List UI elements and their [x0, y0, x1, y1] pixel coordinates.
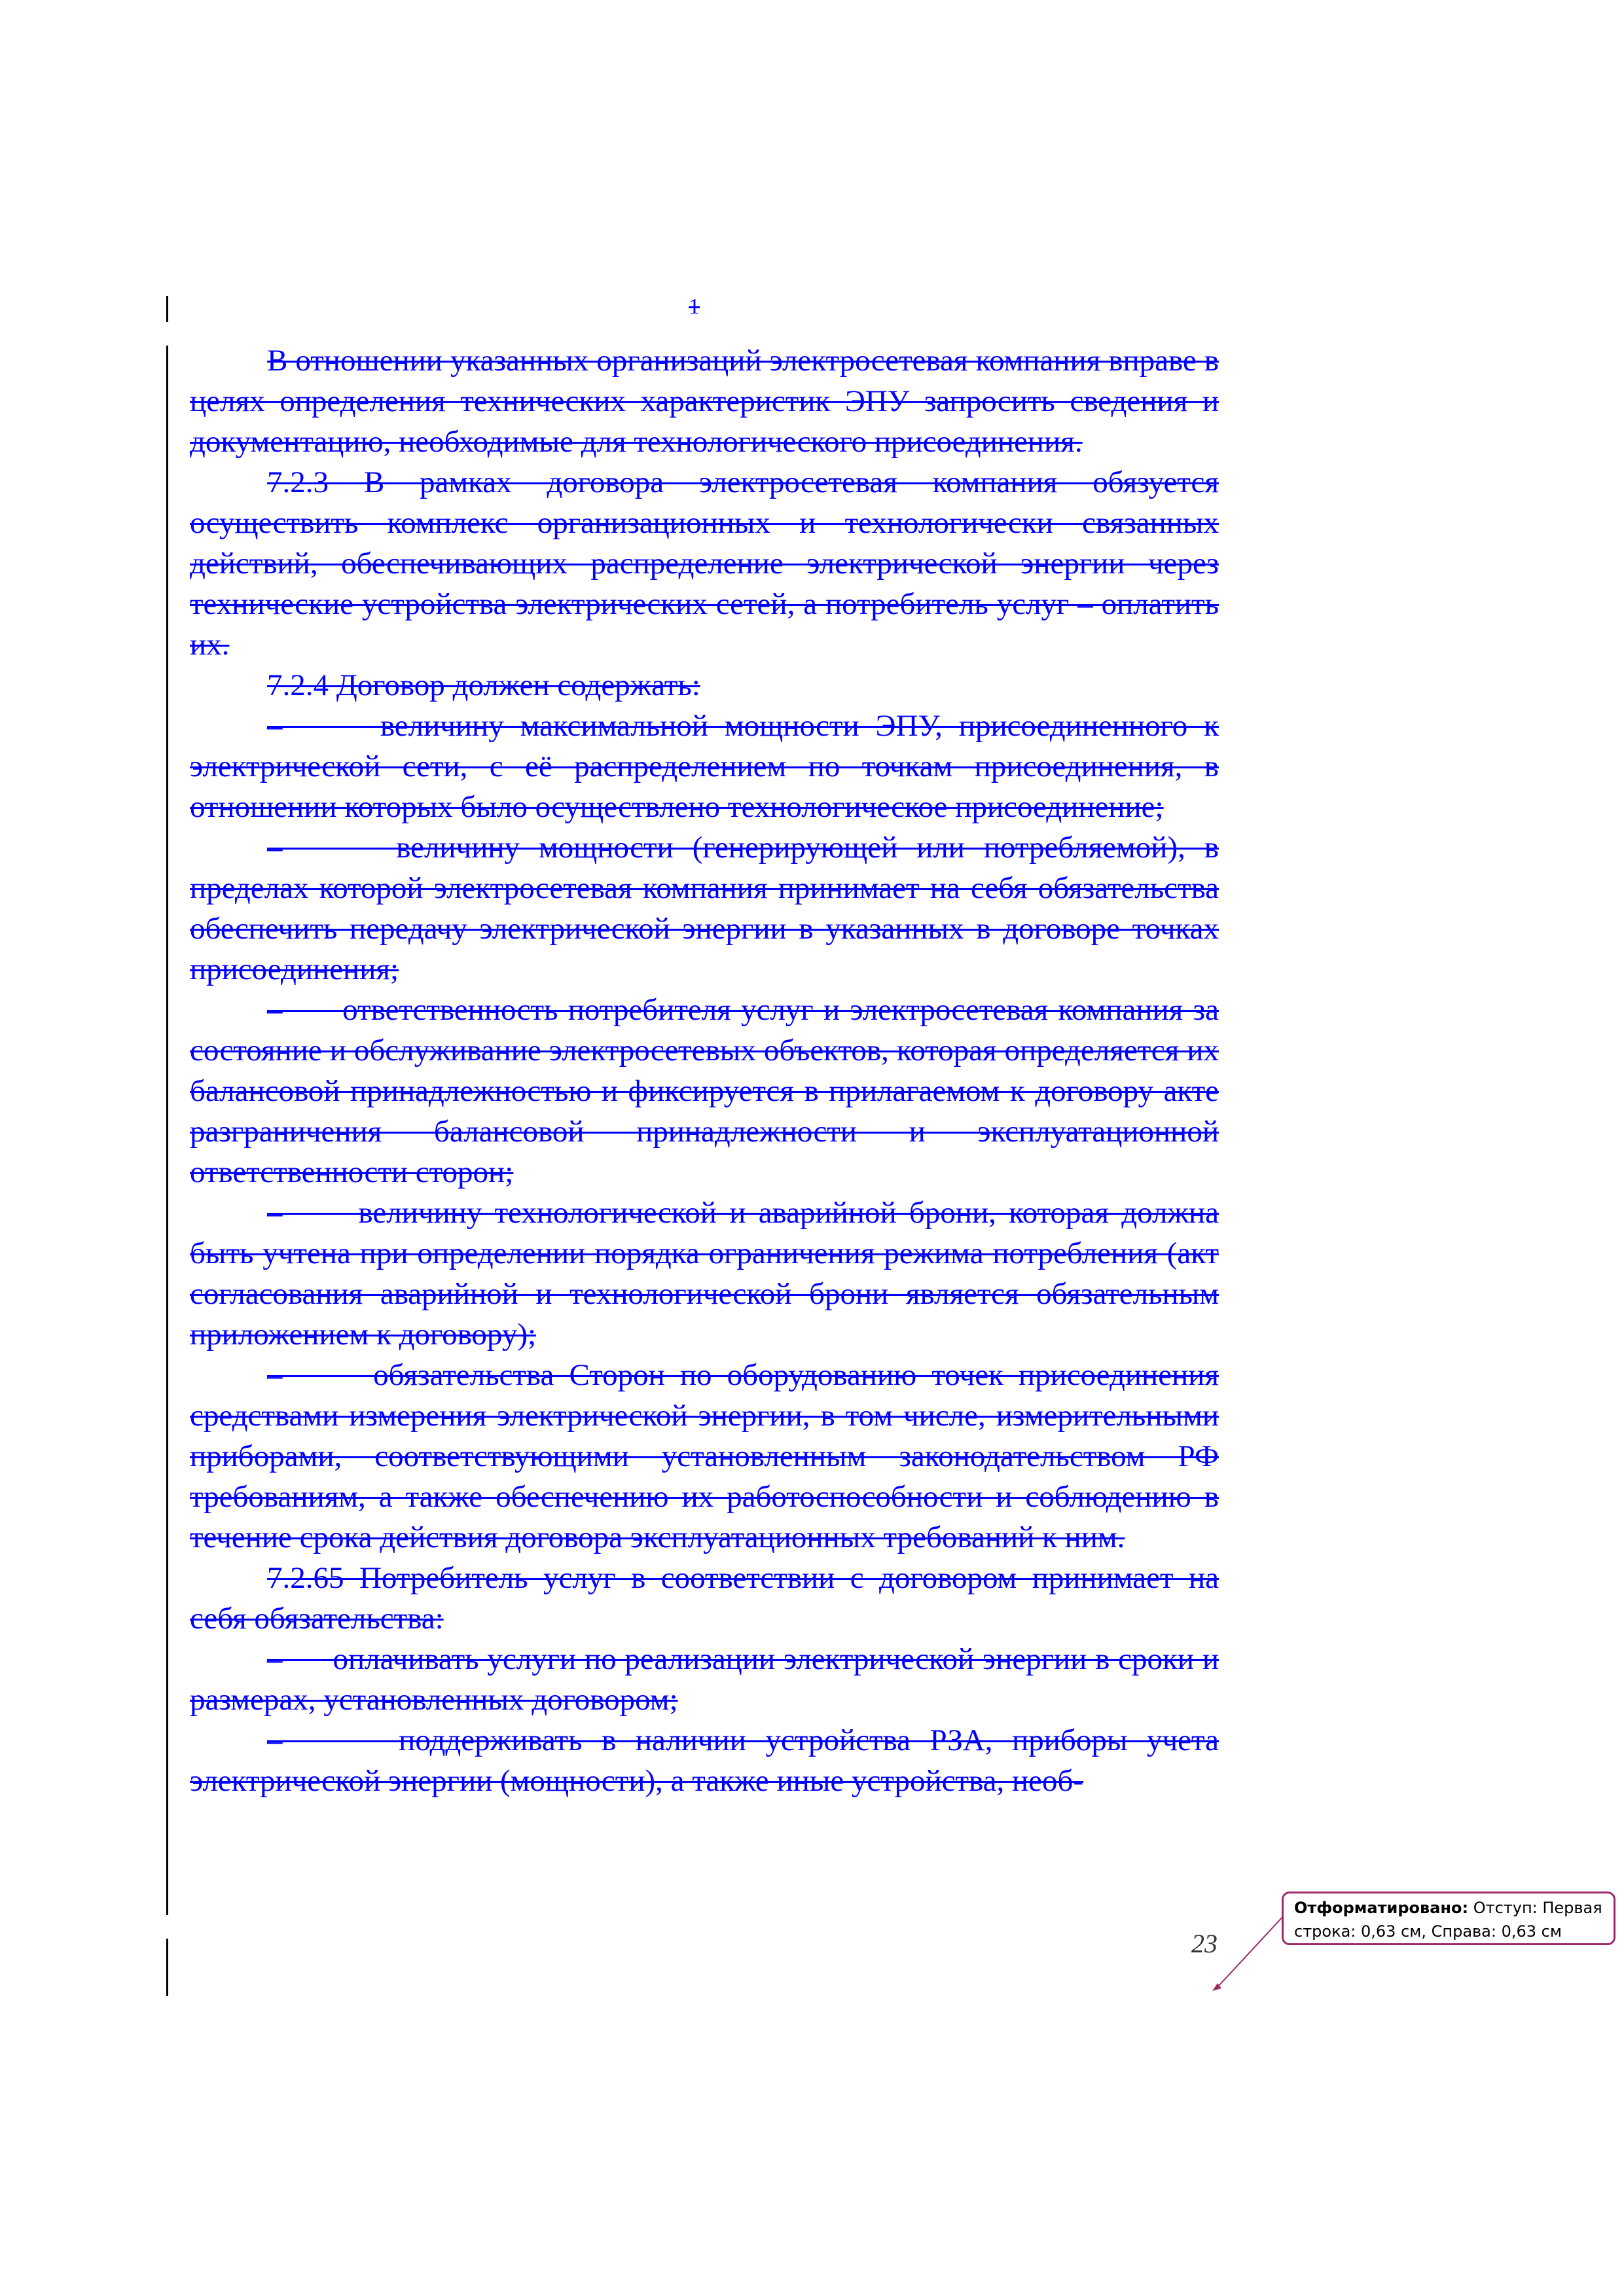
balloon-label: Отформатировано: — [1294, 1899, 1469, 1917]
balloon-text: строка: 0,63 см, Справа: 0,63 см — [1294, 1922, 1562, 1941]
paragraph[interactable]: 7.2.3 В рамках договора электросетевая компания обязуется осуществить комплекс организационных и технологически связанных действий, обеспечивающих распределение электрической энергии через технические устройства электрических сетей, а потребитель услуг – оплатить их. — [190, 465, 1219, 662]
page-number: 23 — [1191, 1929, 1218, 1958]
paragraph[interactable]: 7.2.4 Договор должен содержать: — [267, 668, 700, 702]
list-item[interactable]: – величину мощности (генерирующей или потребляемой), в пределах которой электросетевая компания принимает на себя обязательства обеспечить передачу электрической энергии в указанных в договоре точках присоединения; — [190, 831, 1219, 986]
revision-balloon[interactable] — [1282, 1892, 1615, 1945]
paragraph[interactable]: 7.2.65 Потребитель услуг в соответствии с договором принимает на себя обязательства: — [190, 1561, 1219, 1636]
header-mark: 1 — [689, 295, 700, 319]
list-item[interactable]: – величину максимальной мощности ЭПУ, присоединенного к электрической сети, с её распределением по точкам присоединения, в отношении которых было осуществлено технологическое присоединение; — [190, 709, 1219, 824]
balloon-text: Отступ: Первая — [1473, 1899, 1602, 1917]
list-item[interactable]: – оплачивать услуги по реализации электрической энергии в сроки и размерах, установленных договором; — [190, 1642, 1219, 1717]
list-item[interactable]: – обязательства Сторон по оборудованию точек присоединения средствами измерения электрической энергии, в том числе, измерительными приборами, соответствующими установленным законодательством РФ требованиям, а также обеспечению их работоспособности и соблюдению в течение срока действия договора эксплуатационных требований к ним. — [190, 1358, 1219, 1554]
list-item[interactable]: – ответственность потребителя услуг и электросетевая компания за состояние и обслуживание электросетевых объектов, которая определяется их балансовой принадлежностью и фиксируется в прилагаемом к договору акте разграничения балансовой принадлежности и эксплуатационной ответственности сторон; — [190, 993, 1219, 1189]
paragraph[interactable]: В отношении указанных организаций электросетевая компания вправе в целях определения технических характеристик ЭПУ запросить сведения и документацию, необходимые для технологического присоединения. — [190, 344, 1219, 459]
list-item[interactable]: – величину технологической и аварийной брони, которая должна быть учтена при определении порядка ограничения режима потребления (акт согласования аварийной и технологической брони является обязательным приложением к договору); — [190, 1196, 1219, 1352]
list-item[interactable]: – поддерживать в наличии устройства РЗА, приборы учета электрической энергии (мощности), а также иные устройства, необ- — [190, 1723, 1219, 1798]
